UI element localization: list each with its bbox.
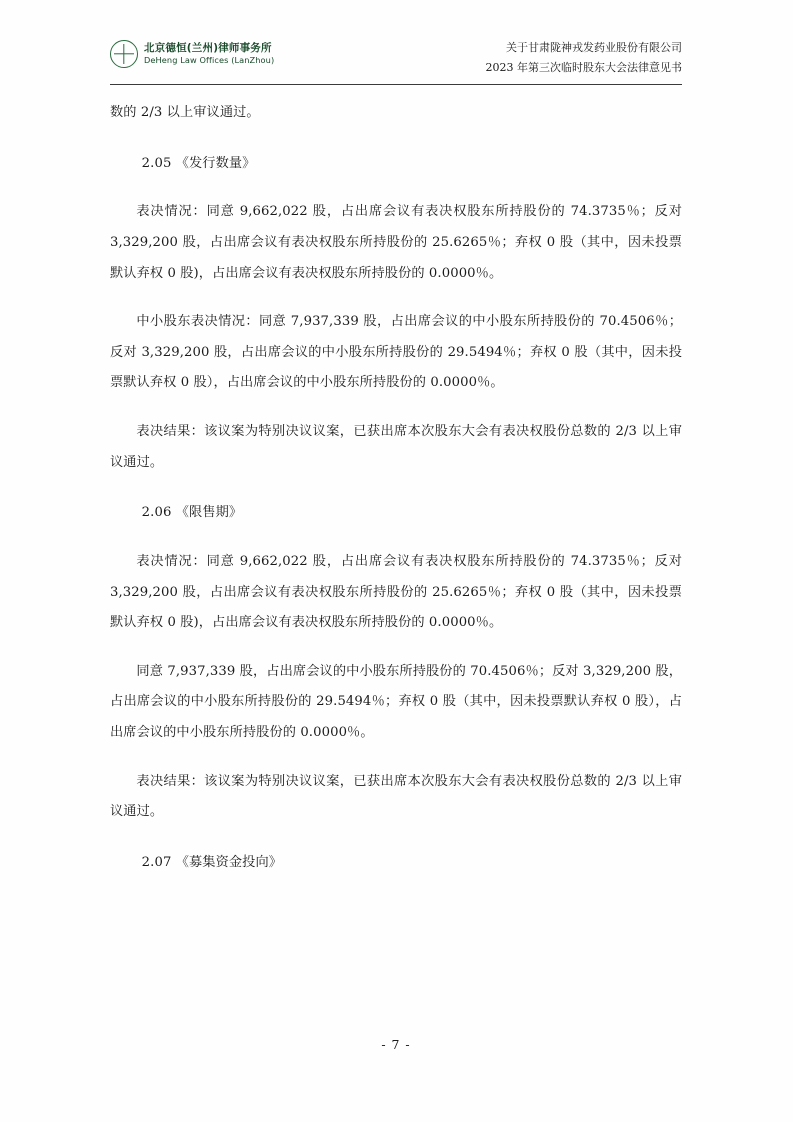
header-divider <box>110 84 682 85</box>
header-title-line2: 2023 年第三次临时股东大会法律意见书 <box>485 61 682 75</box>
firm-name-cn: 北京德恒(兰州)律师事务所 <box>144 42 272 55</box>
section-heading-2-07: 2.07 《募集资金投向》 <box>141 854 283 870</box>
paragraph-2-06-result: 表决结果：该议案为特别决议议案，已获出席本次股东大会有表决权股份总数的 2/3 以上审议通过。 <box>110 773 682 820</box>
paragraph-2-06-minority-vote: 同意 7,937,339 股，占出席会议的中小股东所持股份的 70.4506％；反对 3,329,200 股，占出席会议的中小股东所持股份的 29.5494％；弃权 0 股（其中，因未投票默认弃权 0 股），占出席会议的中小股东所持股份的 0.0000％。 <box>110 663 682 740</box>
section-heading-2-06: 2.06 《限售期》 <box>141 505 243 521</box>
header-title <box>486 38 683 79</box>
document-body <box>110 98 682 879</box>
paragraph-2-05-result: 表决结果：该议案为特别决议议案，已获出席本次股东大会有表决权股份总数的 2/3 以上审议通过。 <box>110 424 682 470</box>
deheng-logo-icon <box>110 40 138 68</box>
firm-name <box>144 42 274 65</box>
page-number: - 7 - <box>381 1037 411 1052</box>
paragraph-2-06-vote: 表决情况：同意 9,662,022 股，占出席会议有表决权股东所持股份的 74.3735％；反对 3,329,200 股，占出席会议有表决权股东所持股份的 25.6265％；弃权 0 股（其中，因未投票默认弃权 0 股)，占出席会议有表决权股东所持股份的 0.0000％。 <box>110 553 682 631</box>
header-title-line1: 关于甘肃陇神戎发药业股份有限公司 <box>506 41 682 54</box>
section-heading-2-05: 2.05 《发行数量》 <box>141 155 256 171</box>
page-content <box>110 36 682 1086</box>
firm-logo <box>110 40 274 68</box>
firm-name-en: DeHeng Law Offices (LanZhou) <box>144 55 275 66</box>
page-header <box>110 36 682 82</box>
paragraph-2-05-vote: 表决情况：同意 9,662,022 股，占出席会议有表决权股东所持股份的 74.3735％；反对 3,329,200 股，占出席会议有表决权股东所持股份的 25.6265％；弃权 0 股（其中，因未投票默认弃权 0 股)，占出席会议有表决权股东所持股份的 0.0000％。 <box>110 204 682 281</box>
paragraph-2-05-minority-vote: 中小股东表决情况：同意 7,937,339 股，占出席会议的中小股东所持股份的 70.4506％；反对 3,329,200 股，占出席会议的中小股东所持股份的 29.5494％；弃权 0 股（其中，因未投票默认弃权 0 股），占出席会议的中小股东所持股份的 0.0000％。 <box>110 314 682 391</box>
paragraph-continuation: 数的 2/3 以上审议通过。 <box>110 105 260 120</box>
